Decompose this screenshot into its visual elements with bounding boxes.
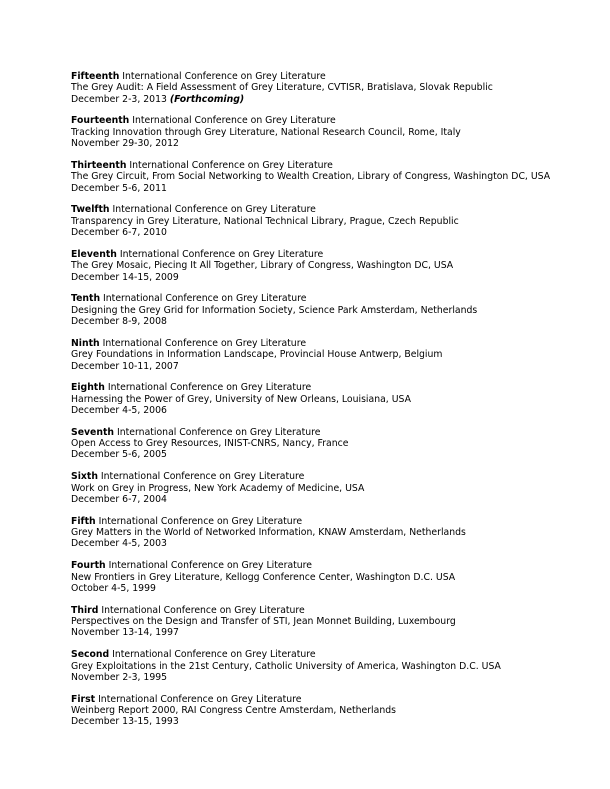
conference-entry [71, 249, 601, 283]
conference-date: December 5-6, 2011 [71, 182, 167, 194]
conference-title-rest: International Conference on Grey Literature [126, 159, 333, 171]
conference-ordinal: Eighth [71, 382, 105, 394]
conference-title [71, 560, 601, 571]
conference-theme: Grey Foundations in Information Landscape, Provincial House Antwerp, Belgium [71, 349, 443, 361]
conference-title-rest: International Conference on Grey Literature [98, 604, 305, 616]
conference-entry [71, 605, 601, 639]
conference-title [71, 382, 601, 393]
conference-title-rest: International Conference on Grey Literature [105, 560, 313, 572]
conference-ordinal: First [71, 693, 96, 705]
conference-entry [71, 427, 601, 461]
conference-ordinal: Second [71, 649, 110, 661]
conference-date: December 4-5, 2003 [71, 538, 167, 550]
conference-date: December 2-3, 2013 [71, 93, 167, 105]
conference-theme: Perspectives on the Design and Transfer of STI, Jean Monnet Building, Luxembourg [71, 616, 456, 628]
conference-title-rest: International Conference on Grey Literature [114, 426, 321, 438]
conference-ordinal: Fourteenth [71, 115, 130, 127]
conference-date: October 4-5, 1999 [71, 582, 156, 594]
conference-entry [71, 293, 601, 327]
conference-title [71, 338, 601, 349]
conference-entry [71, 204, 601, 238]
conference-entry [71, 382, 601, 416]
conference-theme: Open Access to Grey Resources, INIST-CNRS, Nancy, France [71, 438, 349, 450]
conference-title-rest: International Conference on Grey Literature [129, 115, 336, 127]
conference-date: December 4-5, 2006 [71, 404, 167, 416]
conference-date: November 2-3, 1995 [71, 671, 168, 683]
conference-ordinal: Sixth [71, 471, 98, 483]
conference-title-rest: International Conference on Grey Literature [109, 204, 316, 216]
conference-date: December 5-6, 2005 [71, 449, 167, 461]
conference-theme: The Grey Mosaic, Piecing It All Together, Library of Congress, Washington DC, USA [71, 260, 454, 272]
conference-title-rest: International Conference on Grey Literature [100, 293, 307, 305]
conference-entry [71, 516, 601, 550]
conference-title [71, 115, 601, 126]
conference-entry [71, 71, 601, 105]
conference-title [71, 427, 601, 438]
conference-title [71, 204, 601, 215]
conference-title [71, 471, 601, 482]
conference-theme: New Frontiers in Grey Literature, Kellogg Conference Center, Washington D.C. USA [71, 571, 456, 583]
conference-ordinal: Third [71, 604, 99, 616]
conference-date: November 29-30, 2012 [71, 138, 179, 150]
conference-date-line [71, 94, 601, 105]
conference-title [71, 649, 601, 660]
conference-ordinal: Fifth [71, 515, 96, 527]
conference-title [71, 293, 601, 304]
conference-theme: Weinberg Report 2000, RAI Congress Centre Amsterdam, Netherlands [71, 705, 396, 717]
conference-title [71, 516, 601, 527]
conference-title [71, 694, 601, 705]
conference-entry [71, 471, 601, 505]
conference-title [71, 71, 601, 82]
conference-title-rest: International Conference on Grey Literature [95, 693, 302, 705]
conference-date: December 8-9, 2008 [71, 316, 167, 328]
conference-entry [71, 338, 601, 372]
conference-title-rest: International Conference on Grey Literature [99, 337, 307, 349]
conference-ordinal: Thirteenth [71, 159, 127, 171]
conference-theme: Grey Matters in the World of Networked Information, KNAW Amsterdam, Netherlands [71, 527, 466, 539]
conference-title-rest: International Conference on Grey Literature [95, 515, 303, 527]
conference-entry [71, 560, 601, 594]
conference-ordinal: Eleventh [71, 248, 117, 260]
conference-theme: The Grey Circuit, From Social Networking to Wealth Creation, Library of Congress, Washington DC, USA [71, 171, 551, 183]
conference-date: December 10-11, 2007 [71, 360, 179, 372]
conference-date: December 14-15, 2009 [71, 271, 179, 283]
conference-entry [71, 649, 601, 683]
conference-date: December 6-7, 2010 [71, 227, 167, 239]
conference-title-rest: International Conference on Grey Literature [119, 71, 326, 82]
conference-date: December 6-7, 2004 [71, 493, 167, 505]
conference-theme: Grey Exploitations in the 21st Century, Catholic University of America, Washington D.C. USA [71, 660, 501, 672]
forthcoming-note: (Forthcoming) [169, 93, 245, 105]
conference-ordinal: Ninth [71, 337, 100, 349]
conference-theme: Designing the Grey Grid for Information Society, Science Park Amsterdam, Netherlands [71, 304, 478, 316]
conference-entry [71, 115, 601, 149]
conference-theme: Tracking Innovation through Grey Literature, National Research Council, Rome, Italy [71, 126, 461, 138]
conference-ordinal: Seventh [71, 426, 115, 438]
conference-ordinal: Tenth [71, 293, 101, 305]
conference-date: December 13-15, 1993 [71, 716, 179, 728]
conference-ordinal: Fifteenth [71, 71, 120, 82]
conference-title-rest: International Conference on Grey Literature [116, 248, 324, 260]
conference-title [71, 605, 601, 616]
conference-title-rest: International Conference on Grey Literature [109, 649, 316, 661]
conference-title-rest: International Conference on Grey Literature [104, 382, 312, 394]
conference-theme: Work on Grey in Progress, New York Academy of Medicine, USA [71, 482, 365, 494]
conference-title [71, 249, 601, 260]
conference-title-rest: International Conference on Grey Literature [97, 471, 305, 483]
conference-theme: Harnessing the Power of Grey, University of New Orleans, Louisiana, USA [71, 393, 411, 405]
conference-entry [71, 160, 601, 194]
conference-theme: The Grey Audit: A Field Assessment of Grey Literature, CVTISR, Bratislava, Slovak Republic [71, 82, 493, 94]
conference-title [71, 160, 601, 171]
conference-entry [71, 694, 601, 728]
conference-theme: Transparency in Grey Literature, National Technical Library, Prague, Czech Republic [71, 215, 459, 227]
conference-list [71, 71, 601, 738]
conference-ordinal: Twelfth [71, 204, 110, 216]
conference-ordinal: Fourth [71, 560, 106, 572]
conference-date: November 13-14, 1997 [71, 627, 179, 639]
